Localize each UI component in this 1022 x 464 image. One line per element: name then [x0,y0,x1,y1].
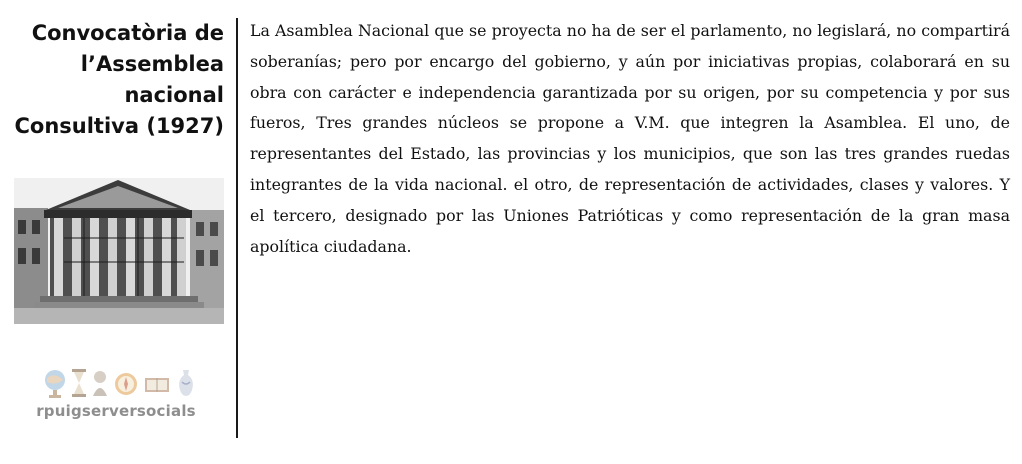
title-line-3: nacional [124,83,224,107]
bust-icon [91,368,109,398]
page-title [4,18,224,142]
title-line-4: Consultiva (1927) [14,114,224,138]
left-panel [0,0,232,464]
hourglass-icon [71,368,87,398]
compass-icon [113,368,139,398]
title-line-2: l’Assemblea [80,52,224,76]
amphora-icon [175,368,197,398]
globe-icon [43,368,67,398]
title-line-1: Convocatòria de [31,21,224,45]
vertical-divider [236,18,238,438]
congress-building-photo [14,178,224,324]
quote-text: La Asamblea Nacional que se proyecta no ha de ser el parlamento, no legislará, no compartirá soberanías; pero por encargo del gobierno, y aún por iniciativas propias, colaborará en su obra con carácter e independencia garantizada por su origen, por su competencia y por sus fueros, Tres grandes núcleos se propone a V.M. que integren la Asamblea. El uno, de representantes del Estado, las provincias y los municipios, que son las tres grandes ruedas integrantes de la vida nacional. el otro, de representación de actividades, clases y valores. Y el tercero, designado por las Uniones Patrióticas y como representación de la gran masa apolítica ciudadana. [250,21,1010,256]
book-icon [143,368,171,398]
brand-label: rpuigserversocials [36,402,196,420]
decorative-icons [40,366,200,398]
